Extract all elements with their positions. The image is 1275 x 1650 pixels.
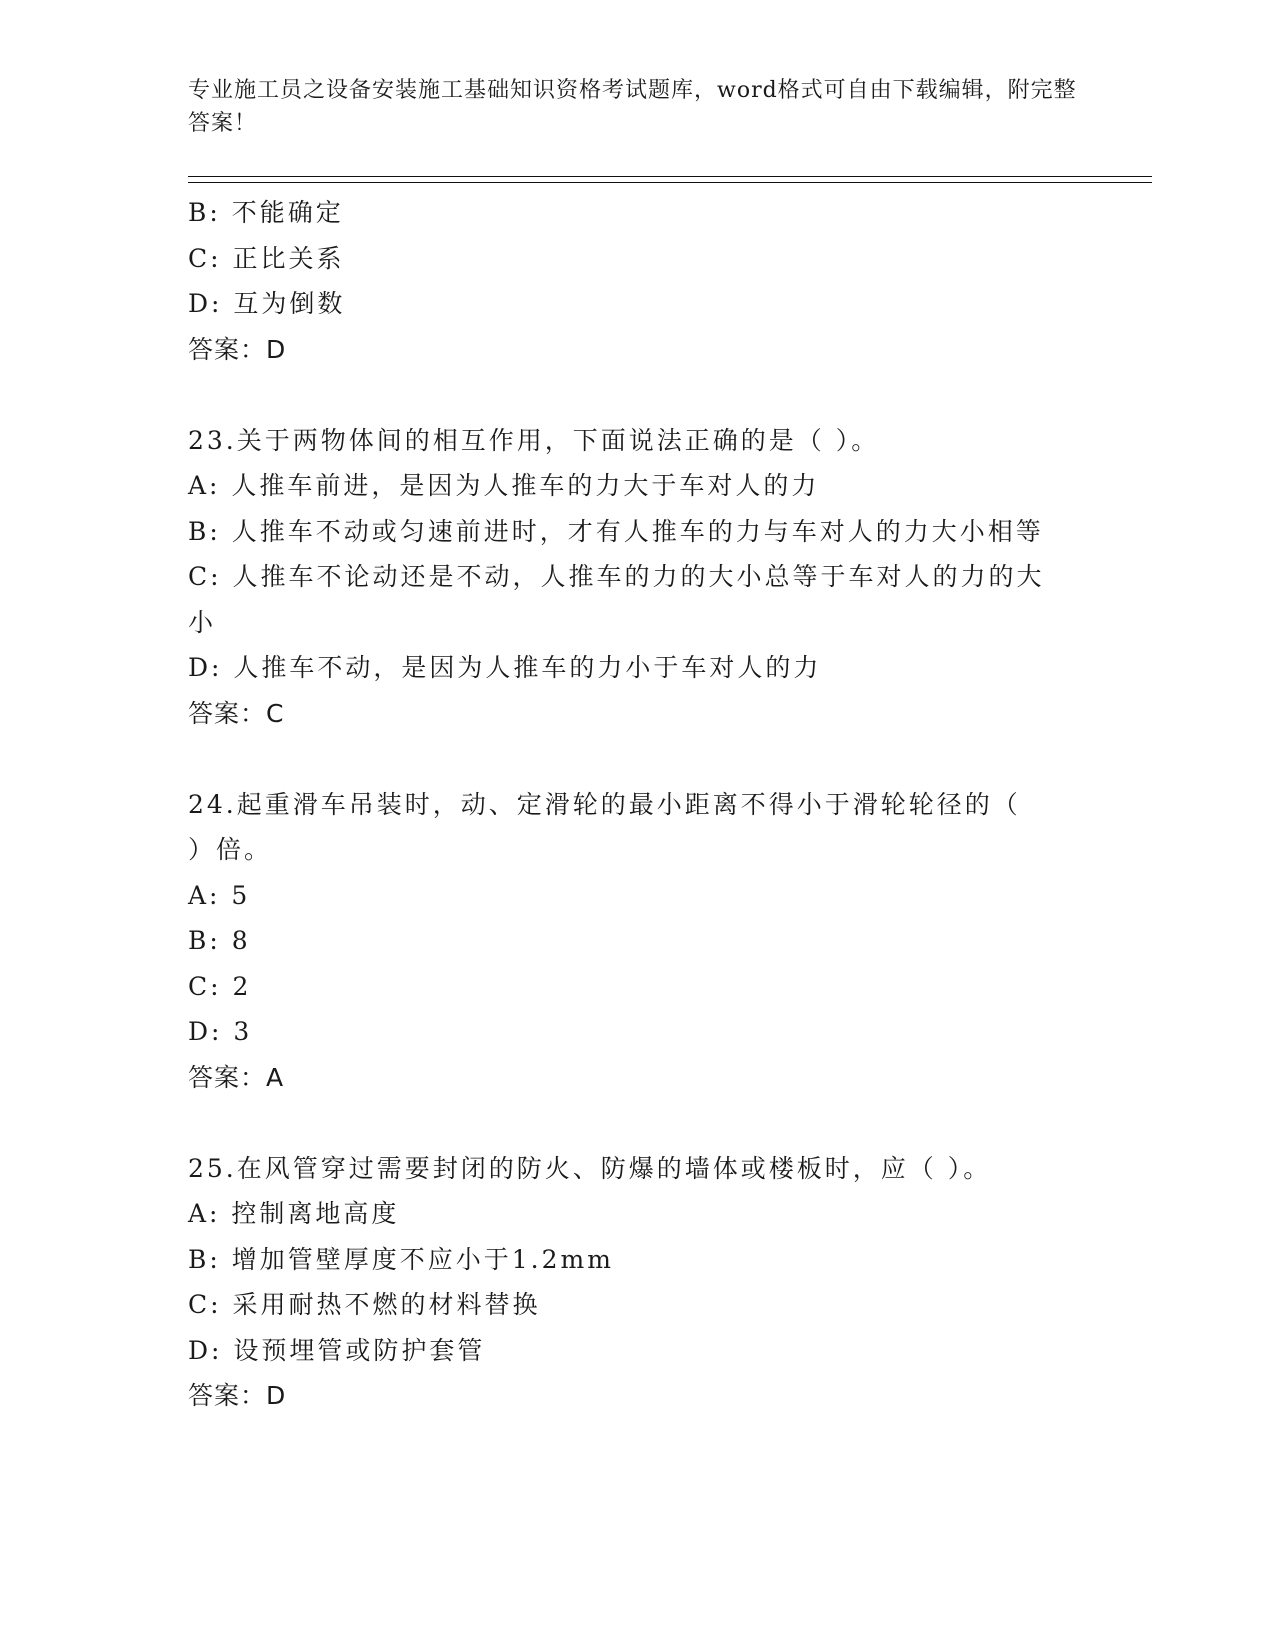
option-c: C: 正比关系 [188,243,345,273]
spacer [188,372,1088,418]
answer-line: 答案：C [188,698,285,728]
spacer [188,1100,1088,1146]
option-d: D: 设预埋管或防护套管 [188,1335,486,1365]
answer-line: 答案：A [188,1062,285,1092]
header-divider-top [188,176,1152,177]
answer-line: 答案：D [188,334,287,364]
question-stem: 24.起重滑车吊装时，动、定滑轮的最小距离不得小于滑轮轮径的（ ）倍。 [188,789,1021,864]
option-d: D: 互为倒数 [188,289,346,318]
option-c: C: 采用耐热不燃的材料替换 [188,1290,541,1319]
question-stem: 23.关于两物体间的相互作用，下面说法正确的是（ ）。 [188,425,880,455]
question-24 [188,782,1088,1101]
option-b: B: 人推车不动或匀速前进时，才有人推车的力与车对人的力大小相等 [188,516,1044,546]
option-a: A: 控制离地高度 [188,1199,400,1228]
option-d: D: 人推车不动，是因为人推车的力小于车对人的力 [188,653,822,682]
option-c: C: 2 [188,971,252,1001]
document-header: 专业施工员之设备安装施工基础知识资格考试题库，word格式可自由下载编辑，附完整答案！ [188,78,1077,136]
option-b: B: 8 [188,926,251,955]
question-23 [188,418,1088,737]
question-list [188,190,1088,1419]
question-stem: 25.在风管穿过需要封闭的防火、防爆的墙体或楼板时，应（ ）。 [188,1153,992,1183]
spacer [188,736,1088,782]
option-a: A: 5 [188,880,251,910]
option-c: C: 人推车不论动还是不动，人推车的力的大小总等于车对人的力的大小 [188,562,1045,637]
header-divider-bottom [188,182,1152,183]
question-25 [188,1146,1088,1419]
option-a: A: 人推车前进，是因为人推车的力大于车对人的力 [188,471,820,500]
question-22-continued [188,190,1088,372]
answer-line: 答案：D [188,1381,287,1410]
option-d: D: 3 [188,1017,253,1046]
option-b: B: 不能确定 [188,198,344,227]
option-b: B: 增加管壁厚度不应小于1.2mm [188,1244,614,1274]
